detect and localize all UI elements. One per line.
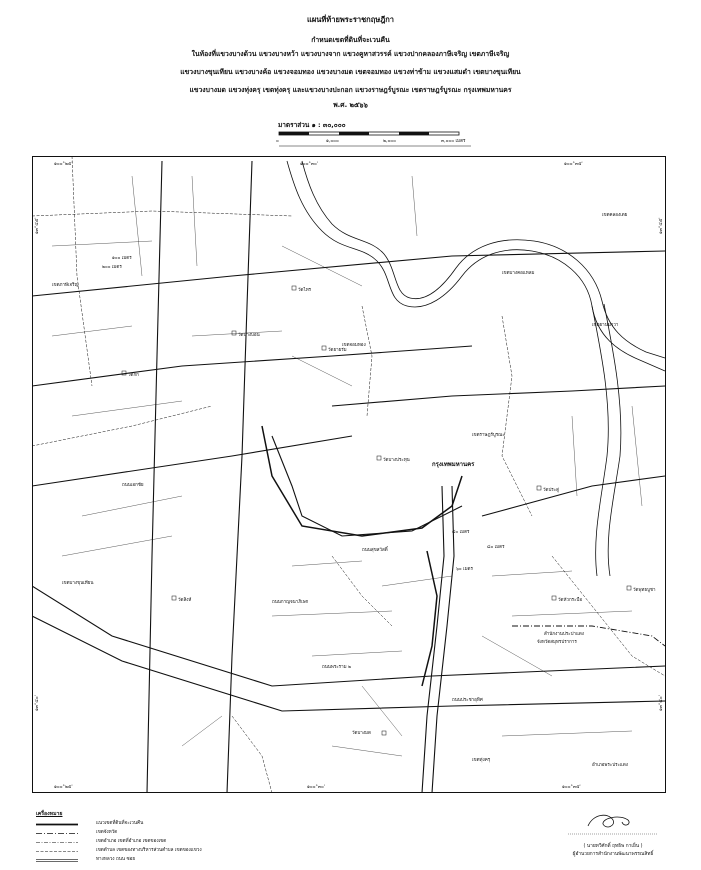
map-subtitle-areas-1: ในท้องที่แขวงบางด้วน แขวงบางหว้า แขวงบางจาก แขวงคูหาสวรรค์ แขวงปากคลองภาษีเจริญ เขตภาษีเจริญ — [191, 50, 510, 58]
label-width-100m: ๑๐๐ เมตร — [112, 256, 132, 261]
legend-text-subdistrict: เขตตำบล เขตของทางบริหารส่วนตำบล เขตของแขวง — [96, 848, 202, 853]
label-temple-1: วัดไทร — [298, 288, 312, 293]
label-temple-6: วัดสิงห์ — [178, 598, 192, 603]
label-road-suksawat: ถนนสุขสวัสดิ์ — [362, 548, 388, 553]
label-area-yannawa: เขตยานนาวา — [592, 323, 619, 328]
coord-left-1: ๑๓°๔๕' — [35, 217, 40, 234]
label-area-thungkhru: เขตทุ่งครุ — [472, 758, 491, 763]
label-width-200m: ๒๐๐ เมตร — [102, 265, 122, 270]
legend-line-subdistrict — [36, 850, 78, 853]
coord-right-1: ๑๓°๔๕' — [659, 217, 664, 234]
label-width-80m: ๘๐ เมตร — [487, 545, 505, 550]
legend-text-roads: ทางหลวง ถนน ซอย — [96, 857, 136, 862]
label-area-chomthong: เขตจอมทอง — [342, 343, 366, 348]
scale-bar — [271, 130, 486, 148]
coord-right-2: ๑๓°๔๐' — [659, 695, 664, 711]
label-samutprakan: จังหวัดสมุทรปราการ — [537, 640, 577, 645]
map-subtitle: กำหนดเขตที่ดินที่จะเวนคืน — [311, 36, 390, 44]
legend-line-province — [36, 832, 78, 835]
map-title: แผนที่ท้ายพระราชกฤษฎีกา — [307, 15, 394, 24]
scale-tick-1: ๑,๐๐๐ — [326, 139, 339, 144]
label-temple-5: วัดบางประทุน — [383, 458, 410, 463]
label-area-ratburana: เขตราษฎร์บูรณะ — [472, 433, 505, 438]
label-area-bangkholaem: เขตบางคอแหลม — [502, 271, 535, 276]
label-road-prachauthit: ถนนประชาอุทิศ — [452, 698, 483, 703]
label-temple-4: วัดยายร่ม — [328, 348, 347, 353]
legend-line-district — [36, 841, 78, 844]
scale-tick-2: ๒,๐๐๐ — [383, 139, 396, 144]
label-area-klongtoei: เขตคลองเตย — [602, 213, 628, 218]
legend — [36, 810, 356, 868]
label-temple-10: วัดหัวกระบือ — [558, 598, 583, 603]
map-subtitle-areas-2: แขวงบางขุนเทียน แขวงบางค้อ แขวงจอมทอง แขวงบางมด เขตจอมทอง แขวงท่าข้าม แขวงแสมดำ เขตบางขุนเทียน — [180, 68, 521, 76]
legend-row-roads — [36, 856, 356, 864]
coord-top-2: ๑๐๐°๓๐' — [300, 162, 319, 167]
coord-bottom-1: ๑๐๐°๒๕' — [54, 785, 73, 790]
scale-label: มาตราส่วน ๑ : ๓๐,๐๐๐ — [278, 121, 346, 129]
signature-name: ( นายทวีศักดิ์ ฤทธิพ กาเย็น ) — [583, 844, 643, 849]
label-road-kanchana: ถนนกาญจนาภิเษก — [272, 600, 309, 605]
legend-text-district: เขตอำเภอ เขตที่อำเภอ เขตของเขต — [96, 839, 167, 844]
label-temple-7: วัดประดู่ — [543, 488, 560, 493]
legend-title: เครื่องหมาย — [36, 811, 63, 817]
legend-text-province: เขตจังหวัด — [96, 830, 118, 835]
label-width-60m: ๖๐ เมตร — [456, 567, 473, 572]
legend-row-province — [36, 829, 356, 837]
label-bangkok: กรุงเทพมหานคร — [432, 461, 475, 468]
legend-line-roads — [36, 859, 78, 862]
label-temple-3: วัดกก — [128, 373, 139, 378]
map-canvas — [32, 156, 666, 793]
map-subtitle-areas-3: แขวงบางมด แขวงทุ่งครุ เขตทุ่งครุ และแขวงบางปะกอก แขวงราษฎร์บูรณะ เขตราษฎร์บูรณะ กรุงเทพมหานคร — [189, 86, 512, 94]
scale-tick-3: ๓,๐๐๐ เมตร — [441, 139, 466, 144]
label-road-ekkachai: ถนนเอกชัย — [122, 483, 144, 488]
coord-bottom-3: ๑๐๐°๓๕' — [562, 785, 581, 790]
label-area-bangkhunthian: เขตบางขุนเทียน — [62, 581, 94, 586]
label-area-phasicharoen: เขตภาษีเจริญ — [52, 283, 79, 288]
label-temple-8: วัดพุทธบูชา — [633, 588, 656, 593]
label-road-rama2: ถนนพระราม ๒ — [322, 665, 351, 670]
coord-left-2: ๑๓°๔๐' — [35, 695, 40, 711]
label-temple-2: วัดบางบอน — [238, 333, 260, 338]
legend-line-expropriation — [36, 823, 78, 826]
coord-bottom-2: ๑๐๐°๓๐' — [307, 785, 326, 790]
coord-top-3: ๑๐๐°๓๕' — [564, 162, 583, 167]
legend-row-district — [36, 838, 356, 846]
scale-tick-0: ๐ — [276, 139, 279, 144]
label-width-40m: ๔๐ เมตร — [452, 530, 470, 535]
legend-text-expropriation: แนวเขตที่ดินที่จะเวนคืน — [96, 821, 144, 826]
signature-scribble — [558, 806, 668, 840]
label-temple-9: วัดบางมด — [352, 731, 371, 736]
legend-row-subdistrict — [36, 847, 356, 855]
coord-top-1: ๑๐๐°๒๕' — [54, 162, 73, 167]
label-samutprakan-office: สำนักงานประปาแดง — [544, 632, 584, 637]
legend-row-expropriation — [36, 820, 356, 828]
label-area-phrapradaeng: อำเภอพระประแดง — [592, 763, 628, 768]
signature-title: ผู้อำนวยการสำนักงานพัฒนาพรรณสิทธิ์ — [572, 852, 654, 857]
signature-block — [558, 806, 678, 866]
map-year: พ.ศ. ๒๕๖๖ — [333, 101, 368, 109]
